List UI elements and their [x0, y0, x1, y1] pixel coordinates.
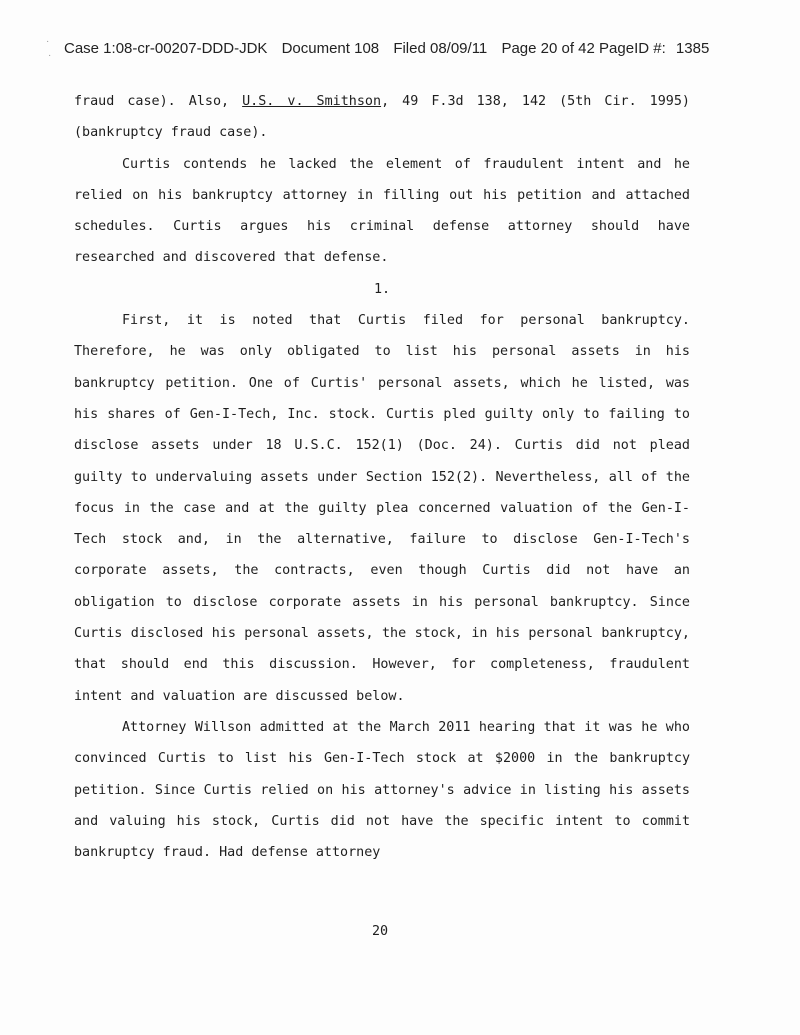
filed-date: Filed 08/09/11 — [393, 40, 488, 57]
paragraph-citation-continuation — [74, 86, 690, 149]
paragraph-text: , 49 F.3d 138, 142 (5th Cir. 1995)(bankruptcy fraud case). — [74, 94, 690, 141]
case-header — [64, 40, 754, 57]
document-body — [74, 86, 690, 868]
case-number: Case 1:08-cr-00207-DDD-JDK — [64, 40, 268, 57]
scan-speck: · — [46, 36, 50, 47]
document-number: Document 108 — [281, 40, 380, 57]
page-number: 20 — [371, 924, 389, 939]
paragraph-attorney-willson: Attorney Willson admitted at the March 2011 hearing that it was he who convinced Curtis to list his Gen-I-Tech stock at $2000 in the bankruptcy petition. Since Curtis relied on his attorney's advice in listing his assets and valuing his stock, Curtis did not have the specific intent to commit bankruptcy fraud. Had defense attorney — [74, 719, 690, 861]
paragraph-personal-bankruptcy: First, it is noted that Curtis filed for personal bankruptcy. Therefore, he was only obligated to list his personal assets in his bankruptcy petition. One of Curtis' personal assets, which he listed, was his shares of Gen-I-Tech, Inc. stock. Curtis pled guilty only to failing to disclose assets under 18 U.S.C. 152(1) (Doc. 24). Curtis did not plead guilty to undervaluing assets under Section 152(2). Nevertheless, all of the focus in the case and at the guilty plea concerned valuation of the Gen-I-Tech stock and, in the alternative, failure to disclose Gen-I-Tech's corporate assets, the contracts, even though Curtis did not have an obligation to disclose corporate assets in his personal bankruptcy. Since Curtis disclosed his personal assets, the stock, in his personal bankruptcy, that should end this discussion. However, for completeness, fraudulent intent and valuation are discussed below. — [74, 313, 690, 704]
paragraph-contention: Curtis contends he lacked the element of fraudulent intent and he relied on his bankruptcy attorney in filling out his petition and attached schedules. Curtis argues his criminal defense attorney should have researched and discovered that defense. — [74, 156, 690, 266]
paragraph-text: fraud case). Also, — [74, 94, 243, 109]
scan-speck: · — [48, 50, 52, 61]
section-heading: 1. — [373, 281, 391, 297]
page-id: 1385 — [675, 40, 710, 57]
page-of-label: Page 20 of 42 PageID #: — [501, 40, 666, 57]
case-citation: U.S. v. Smithson — [242, 94, 382, 109]
